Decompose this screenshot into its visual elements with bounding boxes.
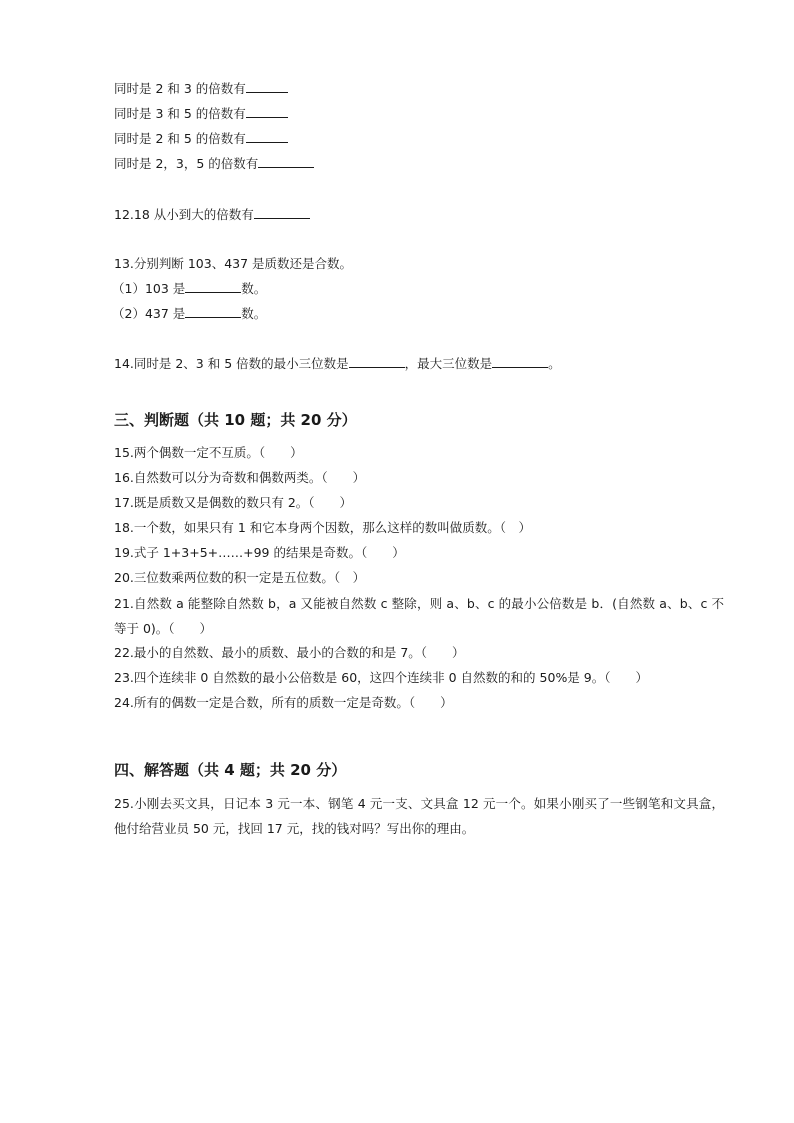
q11-line-2-text: 同时是 3 和 5 的倍数有 <box>114 106 246 121</box>
judge-item-22: 22.最小的自然数、最小的质数、最小的合数的和是 7。（ ） <box>114 645 465 660</box>
answer-blank[interactable] <box>246 130 288 143</box>
q13-p1-prefix: （1）103 是 <box>112 281 186 296</box>
q13-p1-suffix: 数。 <box>241 281 267 296</box>
question-13-part-1 <box>112 280 266 297</box>
q11-line-4 <box>114 155 314 172</box>
q14-suffix: 。 <box>548 356 561 371</box>
judge-item-15: 15.两个偶数一定不互质。（ ） <box>114 445 303 460</box>
answer-blank[interactable] <box>246 105 288 118</box>
q11-line-2 <box>114 105 288 122</box>
answer-blank[interactable] <box>349 355 405 368</box>
question-25: 25.小刚去买文具，日记本 3 元一本、钢笔 4 元一支、文具盒 12 元一个。如果小刚买了一些钢笔和文具盒，他付给营业员 50 元，找回 17 元，找的钱对吗？写出你的理由。 <box>114 796 724 836</box>
q11-line-3-text: 同时是 2 和 5 的倍数有 <box>114 131 246 146</box>
answer-blank[interactable] <box>185 280 241 293</box>
q11-line-3 <box>114 130 288 147</box>
section-3-title: 三、判断题（共 10 题；共 20 分） <box>114 411 357 429</box>
q11-line-4-text: 同时是 2，3，5 的倍数有 <box>114 156 259 171</box>
q11-line-1-text: 同时是 2 和 3 的倍数有 <box>114 81 246 96</box>
section-4-title: 四、解答题（共 4 题；共 20 分） <box>114 761 347 779</box>
q13-p2-suffix: 数。 <box>241 306 267 321</box>
answer-blank[interactable] <box>246 80 288 93</box>
q14-middle: ，最大三位数是 <box>404 356 493 371</box>
answer-blank[interactable] <box>185 305 241 318</box>
judge-item-24: 24.所有的偶数一定是合数，所有的质数一定是奇数。（ ） <box>114 695 453 710</box>
answer-blank[interactable] <box>258 155 314 168</box>
answer-blank[interactable] <box>254 206 310 219</box>
judge-item-23: 23.四个连续非 0 自然数的最小公倍数是 60，这四个连续非 0 自然数的和的 50%是 9。（ ） <box>114 670 648 685</box>
q13-p2-prefix: （2）437 是 <box>112 306 186 321</box>
question-13-text: 13.分别判断 103、437 是质数还是合数。 <box>114 256 353 271</box>
q14-prefix: 14.同时是 2、3 和 5 倍数的最小三位数是 <box>114 356 349 371</box>
question-13-stem <box>114 256 352 272</box>
question-14 <box>114 355 561 372</box>
judge-item-19: 19.式子 1+3+5+……+99 的结果是奇数。（ ） <box>114 545 405 560</box>
judge-item-21: 21.自然数 a 能整除自然数 b，a 又能被自然数 c 整除，则 a、b、c 的最小公倍数是 b．(自然数 a、b、c 不等于 0)。（ ） <box>114 596 724 636</box>
q11-line-1 <box>114 80 288 97</box>
question-12 <box>114 206 310 223</box>
question-12-text: 12.18 从小到大的倍数有 <box>114 207 254 222</box>
judge-item-17: 17.既是质数又是偶数的数只有 2。（ ） <box>114 495 353 510</box>
judge-item-18: 18.一个数，如果只有 1 和它本身两个因数，那么这样的数叫做质数。（ ） <box>114 520 532 535</box>
answer-blank[interactable] <box>492 355 548 368</box>
judge-item-16: 16.自然数可以分为奇数和偶数两类。（ ） <box>114 470 366 485</box>
judge-item-20: 20.三位数乘两位数的积一定是五位数。（ ） <box>114 570 366 585</box>
question-13-part-2 <box>112 305 266 322</box>
